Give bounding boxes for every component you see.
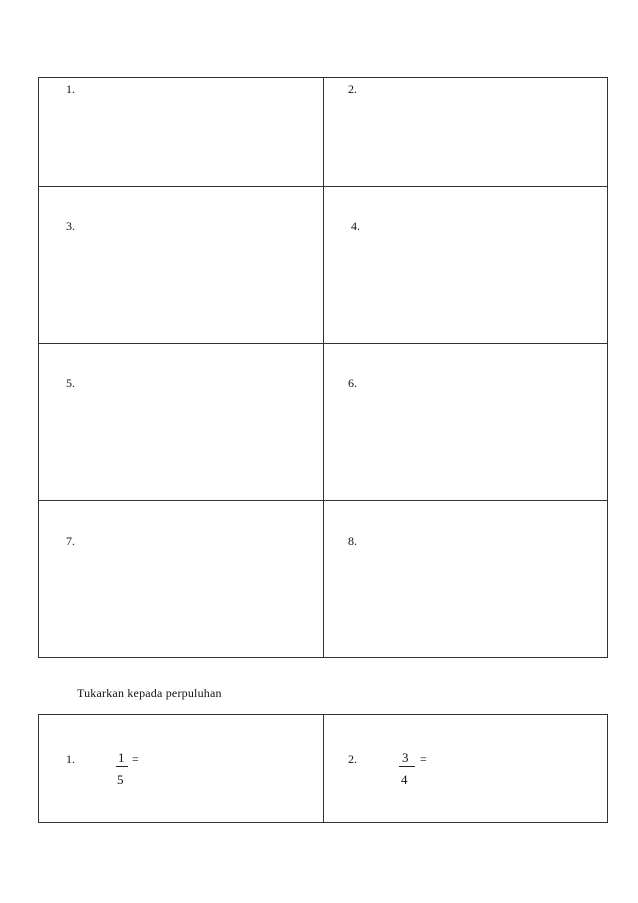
fraction-2-numerator: 3 xyxy=(402,750,409,765)
conversion-grid xyxy=(38,714,608,823)
cell-label-8: 8. xyxy=(348,534,357,548)
fraction-1-bar xyxy=(116,766,128,767)
fraction-1-denominator: 5 xyxy=(117,772,124,787)
cell-label-6: 6. xyxy=(348,376,357,390)
cell-label-1: 1. xyxy=(66,82,75,96)
fraction-2-equals: = xyxy=(420,752,427,766)
grid-divider-vertical xyxy=(323,78,324,657)
answer-grid xyxy=(38,77,608,658)
cell-label-5: 5. xyxy=(66,376,75,390)
conversion-label-1: 1. xyxy=(66,752,75,766)
fraction-1-equals: = xyxy=(132,752,139,766)
cell-label-3: 3. xyxy=(66,219,75,233)
grid-divider-row-1 xyxy=(39,186,607,187)
fraction-2-denominator: 4 xyxy=(401,772,408,787)
cell-label-4: 4. xyxy=(351,219,360,233)
conversion-label-2: 2. xyxy=(348,752,357,766)
cell-label-2: 2. xyxy=(348,82,357,96)
cell-label-7: 7. xyxy=(66,534,75,548)
fraction-1-numerator: 1 xyxy=(118,750,125,765)
grid-divider-row-2 xyxy=(39,343,607,344)
conversion-divider xyxy=(323,715,324,822)
fraction-2-bar xyxy=(399,766,415,767)
grid-divider-row-3 xyxy=(39,500,607,501)
instruction-text: Tukarkan kepada perpuluhan xyxy=(77,686,222,700)
